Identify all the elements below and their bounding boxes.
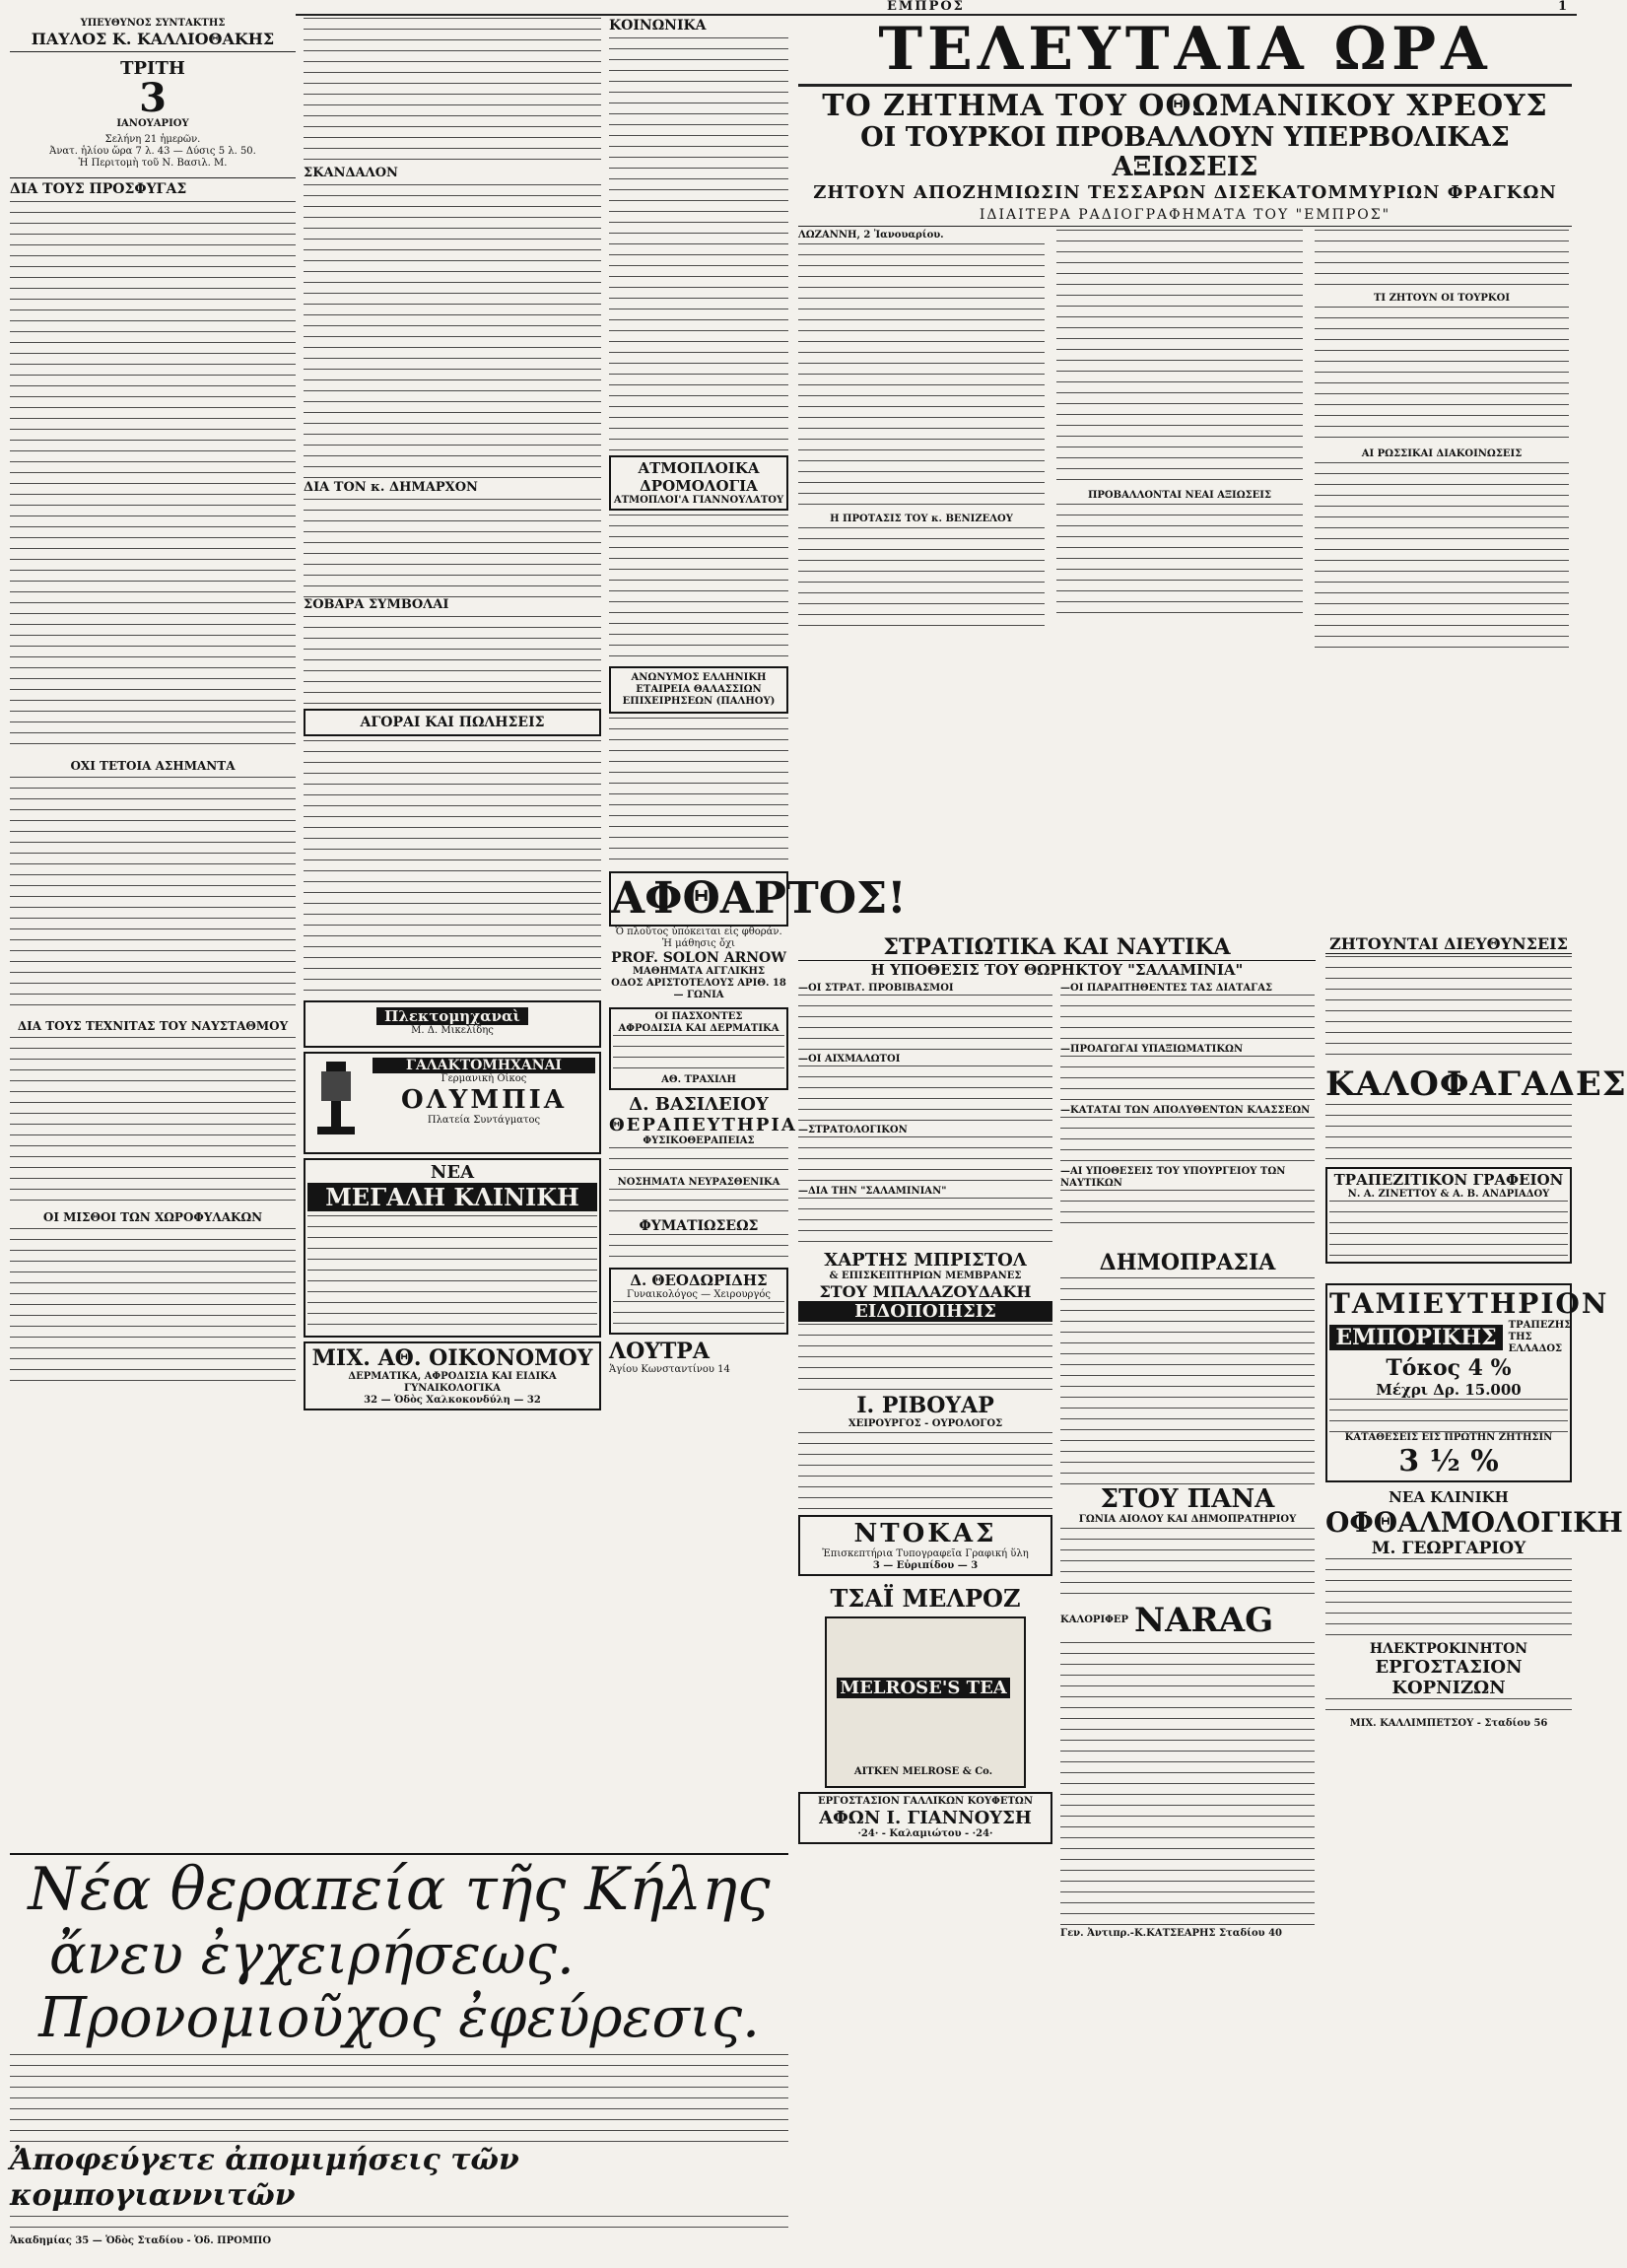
headline-protasis: Η ΠΡΟΤΑΣΙΣ ΤΟΥ κ. ΒΕΝΙΖΕΛΟΥ <box>830 514 1013 524</box>
ad-ergostasion-kornizon: ΕΡΓΟΣΤΑΣΙΟΝ ΚΟΡΝΙΖΩΝ <box>1375 1657 1523 1698</box>
article-body <box>1060 1528 1315 1597</box>
ad-plektomix-title: Πλεκτομηχαναὶ <box>376 1007 528 1025</box>
headline-asimanta: ΟΧΙ ΤΕΤΟΙΑ ΑΣΗΜΑΝΤΑ <box>70 759 236 773</box>
article-body <box>1325 1698 1572 1718</box>
ad-kalofagades: ΚΑΛΟΦΑΓΑΔΕΣ <box>1325 1065 1627 1104</box>
ad-rivouar: Ι. ΡΙΒΟΥΑΡ <box>856 1393 994 1418</box>
article-body <box>798 1136 1052 1186</box>
headline-sovara: ΣΟΒΑΡΑ ΣΥΜΒΟΛΑΙ <box>304 597 449 612</box>
military-item-1: —ΟΙ ΣΤΡΑΤ. ΠΡΟΒΙΒΑΣΜΟΙ <box>798 983 954 994</box>
ad-stoupana: ΣΤΟΥ ΠΑΝΑ <box>1100 1484 1275 1514</box>
ad-afrodisia: ΑΦΡΟΔΙΣΙΑ ΚΑΙ ΔΕΡΜΑΤΙΚΑ <box>618 1023 780 1034</box>
article-body <box>10 777 296 1013</box>
ad-kili-line4: Ἀποφεύγετε ἀπομιμήσεις τῶν κομπογιαννιτῶν <box>10 2143 519 2213</box>
ad-loutra: ΛΟΥΤΡΑ <box>609 1339 710 1364</box>
article-body <box>304 18 601 166</box>
article-body <box>798 1198 1052 1247</box>
ad-plektomix <box>304 1000 601 1048</box>
news-col-1 <box>798 230 1045 636</box>
headline-prosfyges: ΔΙΑ ΤΟΥΣ ΠΡΟΣΦΥΓΑΣ <box>10 181 187 197</box>
headline-dromologia: ΑΤΜΟΠΛΟΙΚΑ ΔΡΟΜΟΛΟΓΙΑ <box>638 459 760 495</box>
classified-ads <box>304 740 601 997</box>
ad-pososto: 3 ½ % <box>1398 1444 1499 1478</box>
section-agora: ΑΓΟΡΑΙ ΚΑΙ ΠΩΛΗΣΕΙΣ <box>304 709 601 736</box>
dateline-lozanni: ΛΩΖΑΝΝΗ, 2 Ἰανουαρίου. <box>798 230 944 241</box>
article-body <box>1056 504 1303 622</box>
ad-pasxontes-title: ΟΙ ΠΑΣΧΟΝΤΕΣ <box>654 1011 743 1022</box>
ad-mix-addr: 32 — Ὁδὸς Χαλκοκονδύλη — 32 <box>364 1395 541 1406</box>
ad-prof: PROF. SOLON ARNOW <box>611 950 786 966</box>
article-body <box>609 515 788 662</box>
headline-stratiotika: ΣΤΡΑΤΙΩΤΙΚΑ ΚΑΙ ΝΑΥΤΙΚΑ <box>798 934 1316 961</box>
article-body <box>609 718 788 865</box>
headline-skandalon: ΣΚΑΝΔΑΛΟΝ <box>304 166 398 180</box>
ad-giannoulis-addr: ·24· - Καλαμιώτου - ·24· <box>857 1828 993 1839</box>
month-name: ΙΑΝΟΥΑΡΙΟΥ <box>116 118 189 129</box>
ad-mathimata: ΜΑΘΗΜΑΤΑ ΑΓΓΛΙΚΗΣ <box>632 966 766 977</box>
ad-kili-addr: Ἀκαδημίας 35 — Ὁδὸς Σταδίου - Ὁδ. ΠΡΟΜΠΟ <box>10 2235 272 2246</box>
ad-memvranes: & ΕΠΙΣΚΕΠΤΗΡΙΩΝ ΜΕΜΒΡΑΝΕΣ <box>829 1271 1022 1281</box>
ad-emporikis: ΕΜΠΟΡΙΚΗΣ <box>1329 1325 1502 1350</box>
article-body <box>1329 1399 1568 1432</box>
right-ads <box>1325 934 1627 1730</box>
headline-sub: ΙΔΙΑΙΤΕΡΑ ΡΑΔΙΟΓΡΑΦΗΜΑΤΑ ΤΟΥ "ΕΜΠΡΟΣ" <box>979 207 1391 223</box>
ad-kili-line2: ἄνευ ἐγχειρήσεως. <box>49 1923 575 1987</box>
headline-afthartos: ΑΦΘΑΡΤΟΣ! <box>609 871 788 927</box>
separator-machine-icon <box>311 1060 361 1138</box>
date-meta-2: Ἀνατ. ἡλίου ὥρα 7 λ. 43 — Δύσις 5 λ. 50. <box>49 146 256 157</box>
ad-olympia-title: ΟΛΥΜΠΙΑ <box>400 1085 568 1115</box>
article-body <box>1315 230 1569 289</box>
article-body <box>1315 462 1569 650</box>
ad-body <box>609 1189 788 1218</box>
ad-kallimpetsos: ΜΙΧ. ΚΑΛΛΙΜΠΕΤΣΟΥ - Σταδίου 56 <box>1349 1718 1548 1729</box>
section-koinonika: ΚΟΙΝΩΝΙΚΑ <box>609 18 707 34</box>
date-meta-3: Ἡ Περιτομὴ τοῦ Ν. Βασιλ. Μ. <box>78 158 228 169</box>
military-item-4: —ΔΙΑ ΤΗΝ "ΣΑΛΑΜΙΝΙΑΝ" <box>798 1186 947 1197</box>
article-body <box>1325 1558 1572 1637</box>
ad-giannoulis: ΑΦΩΝ Ι. ΓΙΑΝΝΟΥΣΗ <box>819 1808 1032 1828</box>
military-col-left <box>798 983 1052 1247</box>
ad-rivouar-sub: ΧΕΙΡΟΥΡΓΟΣ - ΟΥΡΟΛΟΓΟΣ <box>847 1418 1003 1429</box>
ad-kili-line3: Προνομιοῦχος ἐφεύρεσις. <box>38 1986 760 2050</box>
military-item-5: —ΟΙ ΠΑΡΑΙΤΗΘΕΝΤΕΣ ΤΑΣ ΔΙΑΤΑΓΑΣ <box>1060 983 1273 994</box>
ad-dimoprasia: ΔΗΜΟΠΡΑΣΙΑ <box>1099 1250 1276 1275</box>
ad-ilektrokiniton: ΗΛΕΚΤΡΟΚΙΝΗΤΟΝ <box>1369 1641 1528 1657</box>
ad-theodoridis <box>609 1268 788 1335</box>
article-body <box>304 184 601 480</box>
ad-ntokas <box>798 1515 1052 1576</box>
date-meta-1: Σελήνη 21 ἡμερῶν. <box>104 134 201 145</box>
ad-body <box>307 1215 597 1334</box>
headline-misthoi: ΟΙ ΜΙΣΘΟΙ ΤΩΝ ΧΩΡΟΦΥΛΑΚΩΝ <box>42 1210 263 1224</box>
ad-nea: ΝΕΑ <box>430 1162 475 1183</box>
ad-mix-sub: ΔΕΡΜΑΤΙΚΑ, ΑΦΡΟΔΙΣΙΑ ΚΑΙ ΕΙΔΙΚΑ ΓΥΝΑΙΚΟΛΟΓΙΚΑ <box>348 1371 557 1394</box>
military-item-3: —ΣΤΡΑΤΟΛΟΓΙΚΟΝ <box>798 1125 908 1135</box>
article-body <box>304 499 601 597</box>
article-body <box>10 2054 788 2143</box>
afthartos-sub: Ὁ πλοῦτος ὑπόκειται εἰς φθοράν. Ἡ μάθησις ὄχι <box>615 927 782 949</box>
ad-mix: ΜΙΧ. ΑΘ. ΟΙΚΟΝΟΜΟΥ <box>311 1345 593 1371</box>
headline-3: ΖΗΤΟΥΝ ΑΠΟΖΗΜΙΩΣΙΝ ΤΕΣΣΑΡΩΝ ΔΙΣΕΚΑΤΟΜΜΥΡΙΩΝ ΦΡΑΓΚΩΝ <box>813 182 1557 203</box>
middle-ads-left <box>798 1250 1052 1848</box>
ad-xartis: ΧΑΡΤΗΣ ΜΠΡΙΣΤΟΛ <box>824 1250 1027 1271</box>
article-body <box>798 995 1052 1054</box>
article-body <box>798 527 1045 636</box>
ad-nosimata: ΝΟΣΗΜΑΤΑ ΝΕΥΡΑΣΘΕΝΙΚΑ <box>617 1177 780 1188</box>
masthead <box>296 0 1577 16</box>
ad-plektomix-sub: Μ. Δ. Μικελίδης <box>411 1025 494 1036</box>
ad-pasxontes <box>609 1007 788 1090</box>
ad-gonia: ΓΩΝΙΑ ΑΙΟΛΟΥ ΚΑΙ ΔΗΜΟΠΡΑΤΗΡΙΟΥ <box>1078 1514 1297 1525</box>
headline-2: ΟΙ ΤΟΥΡΚΟΙ ΠΡΟΒΑΛΛΟΥΝ ΥΠΕΡΒΟΛΙΚΑΣ ΑΞΙΩΣΕΙΣ <box>860 122 1510 182</box>
military-section <box>798 934 1316 1278</box>
headline-dromologia-sub: ΑΤΜΟΠΛΟΙ'Α ΓΙΑΝΝΟΥΛΑΤΟΥ <box>613 495 784 506</box>
banner-teleftaia-ora: ΤΕΛΕΥΤΑΙΑ ΩΡΑ <box>878 15 1492 84</box>
section-dromologia <box>609 455 788 511</box>
ad-germaniki: Γερμανικὴ Οἶκος <box>441 1073 527 1084</box>
ad-oikonomou <box>304 1341 601 1410</box>
editor-label: ΥΠΕΥΘΥΝΟΣ ΣΥΝΤΑΚΤΗΣ <box>80 18 226 29</box>
ad-body <box>613 1035 784 1074</box>
ad-megali-kliniki <box>304 1158 601 1338</box>
news-columns <box>798 230 1572 920</box>
ad-ntokas-sub: Ἐπισκεπτήρια Τυπογραφεῖα Γραφική ὕλη <box>822 1548 1029 1559</box>
ad-nea-kliniki: ΝΕΑ ΚΛΙΝΙΚΗ <box>1389 1488 1509 1506</box>
article-body <box>10 201 296 753</box>
news-col-2 <box>1056 230 1303 622</box>
article-body <box>1329 1201 1568 1260</box>
ad-grafeion <box>1325 1167 1572 1264</box>
article-body <box>304 616 601 705</box>
article-body <box>10 1037 296 1204</box>
article-body <box>10 1228 296 1386</box>
ad-loutra-addr: Ἁγίου Κωνσταντίνου 14 <box>609 1364 730 1375</box>
ad-katatheseis: ΚΑΤΑΘΕΣΕΙΣ ΕΙΣ ΠΡΩΤΗΝ ΖΗΤΗΣΙΝ <box>1344 1432 1553 1443</box>
article-body <box>1325 1104 1572 1163</box>
headline-salaminia: Η ΥΠΟΘΕΣΙΣ ΤΟΥ ΘΩΡΗΚΤΟΥ "ΣΑΛΑΜΙΝΙΑ" <box>870 961 1244 979</box>
masthead-title: ΕΜΠΡΟΣ <box>887 0 965 14</box>
ad-traxilis: ΑΘ. ΤΡΑΧΙΛΗ <box>661 1074 736 1085</box>
article-body <box>798 1065 1052 1125</box>
ad-theodoridis-name: Δ. ΘΕΟΔΩΡΙΔΗΣ <box>630 1271 768 1289</box>
article-body <box>1060 1277 1315 1484</box>
column-2 <box>304 18 601 1414</box>
headline-texnites: ΔΙΑ ΤΟΥΣ ΤΕΧΝΙΤΑΣ ΤΟΥ ΝΑΥΣΤΑΘΜΟΥ <box>17 1019 289 1033</box>
headline-ti-zitoun: ΤΙ ΖΗΤΟΥΝ ΟΙ ΤΟΥΡΚΟΙ <box>1373 293 1511 304</box>
ad-eidopoiisis: ΕΙΔΟΠΟΙΗΣΙΣ <box>798 1301 1052 1322</box>
news-col-3 <box>1315 230 1569 650</box>
middle-ads <box>798 1250 1316 2265</box>
ad-vasileiou: Δ. ΒΑΣΙΛΕΙΟΥ <box>629 1094 769 1115</box>
column-1 <box>10 18 296 1386</box>
ad-odos: ΟΔΟΣ ΑΡΙΣΤΟΤΕΛΟΥΣ ΑΡΙΘ. 18 — ΓΩΝΙΑ <box>611 978 786 1000</box>
date-number: 3 <box>139 75 167 121</box>
ad-tamieftirion-title: ΤΑΜΙΕΥΤΗΡΙΟΝ <box>1329 1287 1609 1320</box>
ad-therapeftiria: ΘΕΡΑΠΕΥΤΗΡΙΑ <box>609 1115 797 1135</box>
page-number: 1 <box>1557 0 1567 14</box>
ad-katestaris: Γεν. Ἀντιπρ.-Κ.ΚΑΤΣΕΑΡΗΣ Σταδίου 40 <box>1060 1928 1282 1939</box>
headline-1: ΤΟ ΖΗΤΗΜΑ ΤΟΥ ΟΘΩΜΑΝΙΚΟΥ ΧΡΕΟΥΣ <box>822 89 1548 123</box>
ad-olympia-sub: Πλατεία Συντάγματος <box>427 1115 541 1126</box>
article-body <box>609 37 788 451</box>
article-body <box>1315 307 1569 445</box>
military-item-7: —ΚΑΤΑΤΑΙ ΤΩΝ ΑΠΟΛΥΘΕΝΤΩΝ ΚΛΑΣΣΕΩΝ <box>1060 1105 1311 1116</box>
article-body <box>1060 995 1315 1044</box>
ad-olympia <box>304 1052 601 1154</box>
ad-mpazoud: ΣΤΟΥ ΜΠΑΛΑΖΟΥΔΑΚΗ <box>819 1282 1032 1301</box>
ad-gynaikologos: Γυναικολόγος — Χειρουργός <box>626 1289 772 1300</box>
headline-anonymos: ΑΝΩΝΥΜΟΣ ΕΛΛΗΝΙΚΗ ΕΤΑΙΡΕΙΑ ΘΑΛΑΣΣΙΩΝ ΕΠΙΧΕΙΡΗΣΕΩΝ (ΠΑΛΗΟΥ) <box>609 666 788 714</box>
military-col-right <box>1060 983 1315 1229</box>
ad-fymatioseos: ΦΥΜΑΤΙΩΣΕΩΣ <box>639 1218 759 1234</box>
ad-kili <box>10 1853 788 2264</box>
day-name: ΤΡΙΤΗ <box>120 58 185 79</box>
article-body <box>1060 1117 1315 1166</box>
ad-tamieftirion <box>1325 1283 1609 1482</box>
ad-kaffetzou: ΕΡΓΟΣΤΑΣΙΟΝ ΓΑΛΛΙΚΩΝ ΚΟΥΦΕΤΩΝ <box>818 1796 1033 1807</box>
tea-tin-icon <box>825 1616 1026 1788</box>
ad-ntokas-title: ΝΤΟΚΑΣ <box>853 1519 997 1548</box>
ad-kalorifer: ΚΑΛΟΡΙΦΕΡ <box>1060 1615 1128 1625</box>
headline-dimarxon: ΔΙΑ ΤΟΝ κ. ΔΗΜΑΡΧΟΝ <box>304 480 478 495</box>
article-body <box>10 2216 788 2235</box>
article-body <box>1325 956 1572 1065</box>
ad-ntokas-addr: 3 — Εὐριπίδου — 3 <box>872 1560 979 1571</box>
headline-nea-axioseis: ΠΡΟΒΑΛΛΟΝΤΑΙ ΝΕΑΙ ΑΞΙΩΣΕΙΣ <box>1087 490 1272 501</box>
right-block <box>798 15 1627 1939</box>
ad-grafeion-sub: Ν. Α. ΖΙΝΕΤΤΟΥ & Α. Β. ΑΝΔΡΙΑΔΟΥ <box>1347 1189 1550 1200</box>
military-columns <box>798 983 1316 1278</box>
ad-tsai: ΤΣΑΪ ΜΕΛΡΟΖ <box>830 1584 1021 1613</box>
article-body <box>1060 1190 1315 1229</box>
article-body <box>1060 1642 1315 1928</box>
ad-body <box>609 1147 788 1177</box>
military-item-8: —ΑΙ ΥΠΟΘΕΣΕΙΣ ΤΟΥ ΥΠΟΥΡΓΕΙΟΥ ΤΩΝ ΝΑΥΤΙΚΩΝ <box>1060 1166 1286 1189</box>
ad-narag-title: NARAG <box>1133 1601 1274 1640</box>
ad-melrose: MELROSE'S TEA <box>837 1678 1010 1698</box>
article-body <box>798 243 1045 510</box>
ad-grafeion-title: ΤΡΑΠΕΖΙΤΙΚΟΝ ΓΡΑΦΕΙΟΝ <box>1333 1171 1564 1189</box>
ad-georgariou: Μ. ΓΕΩΡΓΑΡΙΟΥ <box>1371 1539 1526 1558</box>
article-body <box>1060 1056 1315 1105</box>
article-body <box>1056 230 1303 486</box>
editor-name: ΠΑΥΛΟΣ Κ. ΚΑΛΛΙΟΘΑΚΗΣ <box>31 30 275 48</box>
ad-body <box>613 1301 784 1331</box>
ad-aitken: AITKEN MELROSE & Co. <box>853 1766 993 1777</box>
ad-narag <box>1060 1601 1315 1640</box>
military-item-2: —ΟΙ ΑΙΧΜΑΛΩΤΟΙ <box>798 1054 901 1065</box>
ad-fysiko: ΦΥΣΙΚΟΘΕΡΑΠΕΙΑΣ <box>643 1135 755 1146</box>
ad-trapezis: ΤΡΑΠΕΖΗΣ ΤΗΣ ΕΛΛΑΔΟΣ <box>1508 1320 1572 1354</box>
ad-body <box>609 1234 788 1264</box>
ad-koufeta <box>798 1792 1052 1844</box>
ad-kili-line1: Νέα θεραπεία τῆς Κήλης <box>28 1855 771 1924</box>
ad-megali: ΜΕΓΑΛΗ ΚΛΙΝΙΚΗ <box>307 1183 597 1211</box>
ad-zitountai: ΖΗΤΟΥΝΤΑΙ ΔΙΕΥΘΥΝΣΕΙΣ <box>1325 934 1572 954</box>
article-body <box>798 1324 1052 1393</box>
headline-rosikai: ΑΙ ΡΩΣΣΙΚΑΙ ΔΙΑΚΟΙΝΩΣΕΙΣ <box>1361 448 1523 459</box>
middle-ads-right <box>1060 1250 1315 1940</box>
article-body <box>798 1432 1052 1511</box>
ad-galaktomix: ΓΑΛΑΚΤΟΜΗΧΑΝΑΙ <box>373 1058 595 1073</box>
ad-tokos: Τόκος 4 % <box>1386 1355 1512 1381</box>
ad-mexri: Μέχρι Δρ. 15.000 <box>1376 1381 1522 1399</box>
military-item-6: —ΠΡΟΑΓΩΓΑΙ ΥΠΑΞΙΩΜΑΤΙΚΩΝ <box>1060 1044 1244 1055</box>
ad-ofthalmologiki: ΟΦΘΑΛΜΟΛΟΓΙΚΗ <box>1325 1506 1623 1539</box>
